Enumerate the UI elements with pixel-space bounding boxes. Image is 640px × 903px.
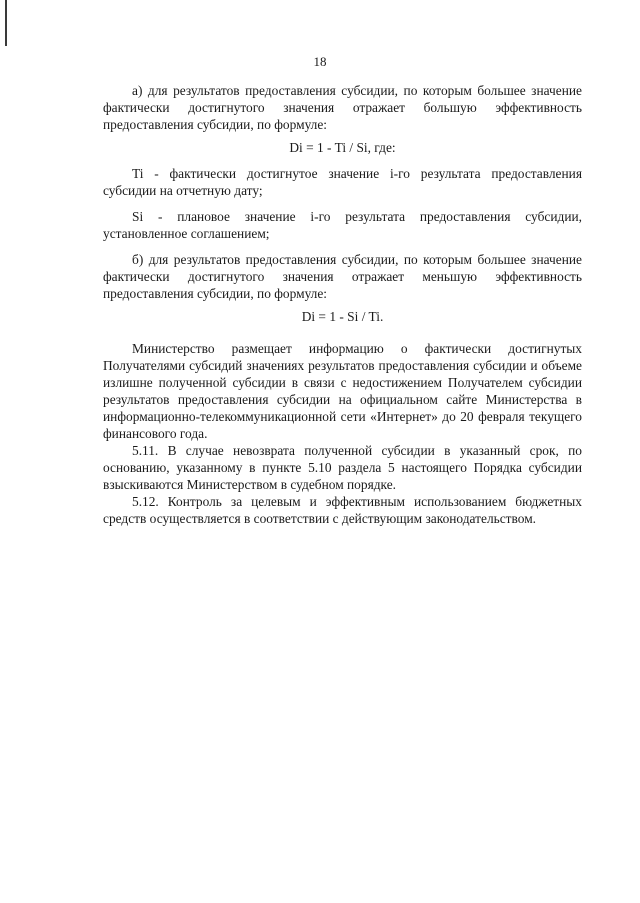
formula-a: Di = 1 - Ti / Si, где: xyxy=(289,140,396,155)
document-body xyxy=(103,82,582,527)
scan-edge-mark xyxy=(5,0,7,46)
paragraph-ministry-info: Министерство размещает информацию о фактически достигнутых Получателями субсидий значениях результатов предоставления субсидии и объеме излишне полученной субсидии в связи с недостижением Получателем субсидии результатов предоставления субсидии на официальном сайте Министерства в информационно-телекоммуникационной сети «Интернет» до 20 февраля текущего финансового года. xyxy=(103,341,582,441)
page-number: 18 xyxy=(313,54,327,69)
paragraph-a-intro: а) для результатов предоставления субсидии, по которым большее значение фактически достигнутого значения отражает большую эффективность предоставления субсидии, по формуле: xyxy=(103,83,582,132)
paragraph-item-5-11: 5.11. В случае невозврата полученной субсидии в указанный срок, по основанию, указанному в пункте 5.10 раздела 5 настоящего Порядка субсидии взыскиваются Министерством в судебном порядке. xyxy=(103,443,582,492)
formula-b: Di = 1 - Si / Ti. xyxy=(301,309,384,324)
paragraph-ti-definition: Ti - фактически достигнутое значение i-го результата предоставления субсидии на отчетную дату; xyxy=(103,166,582,198)
paragraph-item-5-12: 5.12. Контроль за целевым и эффективным использованием бюджетных средств осуществляется в соответствии с действующим законодательством. xyxy=(103,494,582,526)
paragraph-b-intro: б) для результатов предоставления субсидии, по которым большее значение фактически достигнутого значения отражает меньшую эффективность предоставления субсидии, по формуле: xyxy=(103,252,582,301)
paragraph-si-definition: Si - плановое значение i-го результата предоставления субсидии, установленное соглашением; xyxy=(103,209,582,241)
